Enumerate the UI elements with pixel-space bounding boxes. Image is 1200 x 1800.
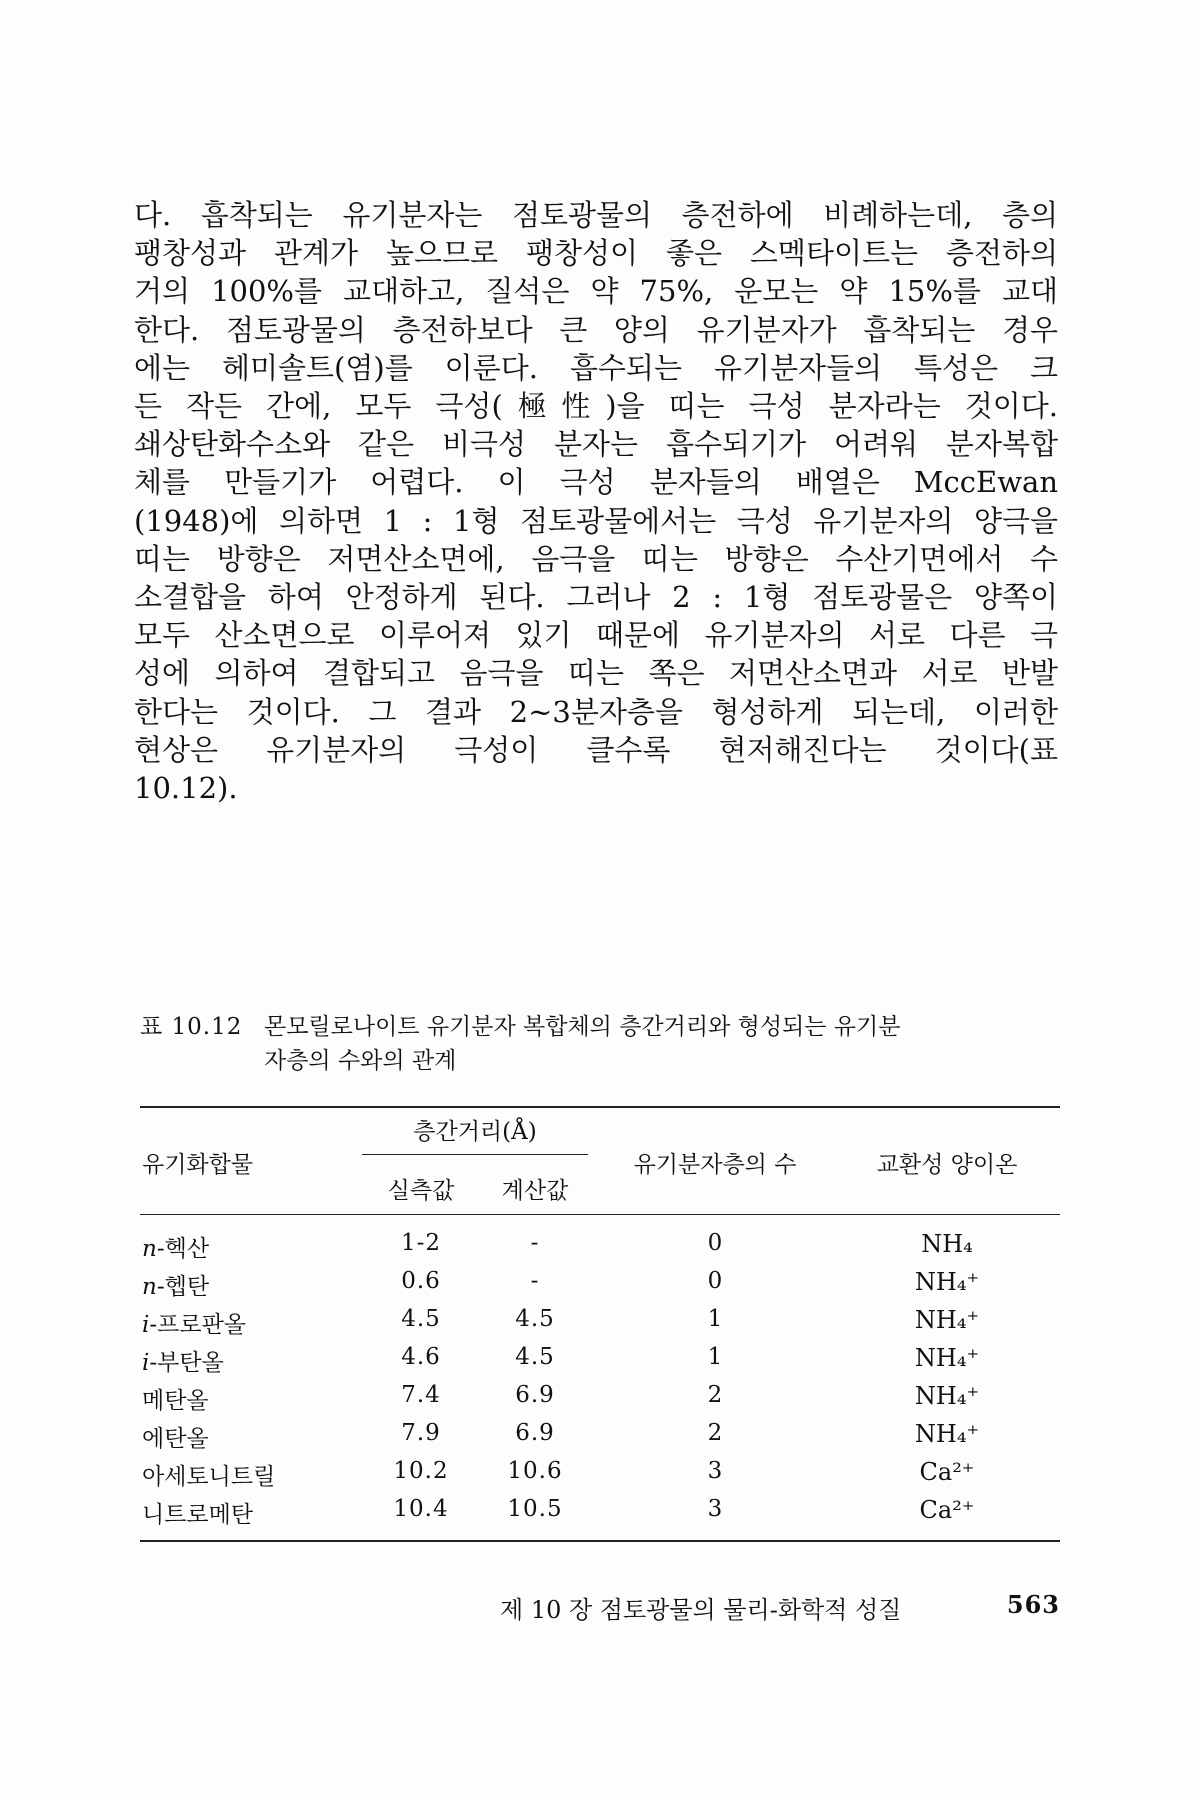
layers-cell: 3 <box>707 1496 723 1522</box>
body-line: 한다는 것이다. 그 결과 2~3분자층을 형성하게 되는데, 이러한 <box>134 694 1058 729</box>
body-line: 모두 산소면으로 이루어져 있기 때문에 유기분자의 서로 다른 극 <box>134 618 1058 653</box>
compound-name: -프로판올 <box>149 1312 247 1338</box>
measured-cell: 7.9 <box>401 1420 441 1446</box>
compound-cell <box>142 1230 209 1263</box>
body-line: 쇄상탄화수소와 같은 비극성 분자는 흡수되기가 어려워 분자복합 <box>134 427 1058 462</box>
body-line: 팽창성과 관계가 높으므로 팽창성이 좋은 스멕타이트는 층전하의 <box>134 236 1058 271</box>
page-number: 563 <box>1006 1590 1060 1619</box>
calculated-cell: 4.5 <box>515 1306 555 1332</box>
body-line: 다. 흡착되는 유기분자는 점토광물의 층전하에 비례하는데, 층의 <box>134 198 1058 232</box>
calculated-cell: - <box>530 1230 540 1256</box>
table-top-rule <box>140 1106 1060 1108</box>
compound-cell <box>142 1306 246 1339</box>
cation-cell: NH₄⁺ <box>914 1420 980 1448</box>
table-header-rule <box>140 1214 1060 1215</box>
layers-cell: 0 <box>707 1230 723 1256</box>
compound-name: 니트로메탄 <box>142 1502 254 1528</box>
compound-name: 메탄올 <box>142 1388 209 1414</box>
body-line: 현상은 유기분자의 극성이 클수록 현저해진다는 것이다(표 <box>134 732 1058 767</box>
layers-cell: 0 <box>707 1268 723 1294</box>
header-measured: 실측값 <box>387 1178 455 1204</box>
compound-cell <box>142 1458 275 1491</box>
body-line: 체를 만들기가 어렵다. 이 극성 분자들의 배열은 MccEwan <box>134 465 1058 500</box>
header-cation: 교환성 양이온 <box>876 1152 1018 1178</box>
cation-cell: Ca²⁺ <box>919 1458 975 1486</box>
measured-cell: 10.2 <box>393 1458 449 1484</box>
table-row <box>140 1382 1060 1420</box>
cation-cell: NH₄ <box>921 1230 973 1258</box>
table-row <box>140 1458 1060 1496</box>
cation-cell: NH₄⁺ <box>914 1382 980 1410</box>
measured-cell: 1-2 <box>400 1230 442 1256</box>
table-bottom-rule <box>140 1540 1060 1542</box>
compound-name: 아세토니트릴 <box>142 1464 276 1490</box>
body-line: (1948)에 의하면 1 : 1형 점토광물에서는 극성 유기분자의 양극을 <box>134 503 1058 538</box>
layers-cell: 1 <box>707 1344 723 1370</box>
spacing-header-rule <box>362 1154 588 1155</box>
table-caption-text <box>264 1010 1060 1078</box>
table-label: 표 10.12 <box>140 1014 243 1040</box>
calculated-cell: 4.5 <box>515 1344 555 1370</box>
header-calculated: 계산값 <box>501 1178 569 1204</box>
calculated-cell: 6.9 <box>515 1382 555 1408</box>
compound-cell <box>142 1420 209 1453</box>
caption-line: 자층의 수와의 관계 <box>264 1048 457 1074</box>
table-row <box>140 1344 1060 1382</box>
header-compound: 유기화합물 <box>142 1152 254 1178</box>
cation-cell: Ca²⁺ <box>919 1496 975 1524</box>
compound-cell <box>142 1382 209 1415</box>
table-row <box>140 1268 1060 1306</box>
compound-name: -부탄올 <box>149 1350 224 1376</box>
measured-cell: 4.5 <box>401 1306 441 1332</box>
measured-cell: 7.4 <box>401 1382 441 1408</box>
calculated-cell: 6.9 <box>515 1420 555 1446</box>
compound-name: -헥산 <box>156 1236 210 1262</box>
table-row <box>140 1306 1060 1344</box>
table-row <box>140 1230 1060 1268</box>
running-footer-chapter: 제 10 장 점토광물의 물리-화학적 성질 <box>500 1596 902 1624</box>
cation-cell: NH₄⁺ <box>914 1268 980 1296</box>
compound-cell <box>142 1344 224 1377</box>
body-paragraph <box>134 196 1058 807</box>
layers-cell: 1 <box>707 1306 723 1332</box>
compound-prefix: i <box>142 1312 150 1338</box>
cation-cell: NH₄⁺ <box>914 1306 980 1334</box>
measured-cell: 0.6 <box>401 1268 441 1294</box>
compound-cell <box>142 1268 209 1301</box>
calculated-cell: 10.5 <box>507 1496 563 1522</box>
compound-name: 에탄올 <box>142 1426 209 1452</box>
body-line: 든 작든 간에, 모두 극성(極性)을 띠는 극성 분자라는 것이다. <box>134 389 1058 424</box>
caption-line: 몬모릴로나이트 유기분자 복합체의 층간거리와 형성되는 유기분 <box>264 1014 901 1040</box>
compound-prefix: i <box>142 1350 150 1376</box>
body-line: 10.12). <box>134 771 238 806</box>
compound-name: -헵탄 <box>156 1274 210 1300</box>
table-row <box>140 1496 1060 1534</box>
body-line: 에는 헤미솔트(염)를 이룬다. 흡수되는 유기분자들의 특성은 크 <box>134 350 1058 385</box>
body-line: 띠는 방향은 저면산소면에, 음극을 띠는 방향은 수산기면에서 수 <box>134 541 1058 576</box>
compound-cell <box>142 1496 253 1529</box>
calculated-cell: 10.6 <box>507 1458 563 1484</box>
cation-cell: NH₄⁺ <box>914 1344 980 1372</box>
layers-cell: 2 <box>707 1382 723 1408</box>
body-line: 성에 의하여 결합되고 음극을 띠는 쪽은 저면산소면과 서로 반발 <box>134 656 1058 691</box>
layers-cell: 3 <box>707 1458 723 1484</box>
header-spacing: 층간거리(Å) <box>413 1119 537 1145</box>
body-line: 한다. 점토광물의 층전하보다 큰 양의 유기분자가 흡착되는 경우 <box>134 312 1058 347</box>
table-row <box>140 1420 1060 1458</box>
header-layers: 유기분자층의 수 <box>633 1152 797 1178</box>
body-line: 거의 100%를 교대하고, 질석은 약 75%, 운모는 약 15%를 교대 <box>134 274 1058 309</box>
layers-cell: 2 <box>707 1420 723 1446</box>
measured-cell: 10.4 <box>393 1496 449 1522</box>
calculated-cell: - <box>530 1268 540 1294</box>
body-line: 소결합을 하여 안정하게 된다. 그러나 2 : 1형 점토광물은 양쪽이 <box>134 580 1058 615</box>
compound-prefix: n <box>142 1274 157 1300</box>
compound-prefix: n <box>142 1236 157 1262</box>
measured-cell: 4.6 <box>401 1344 441 1370</box>
